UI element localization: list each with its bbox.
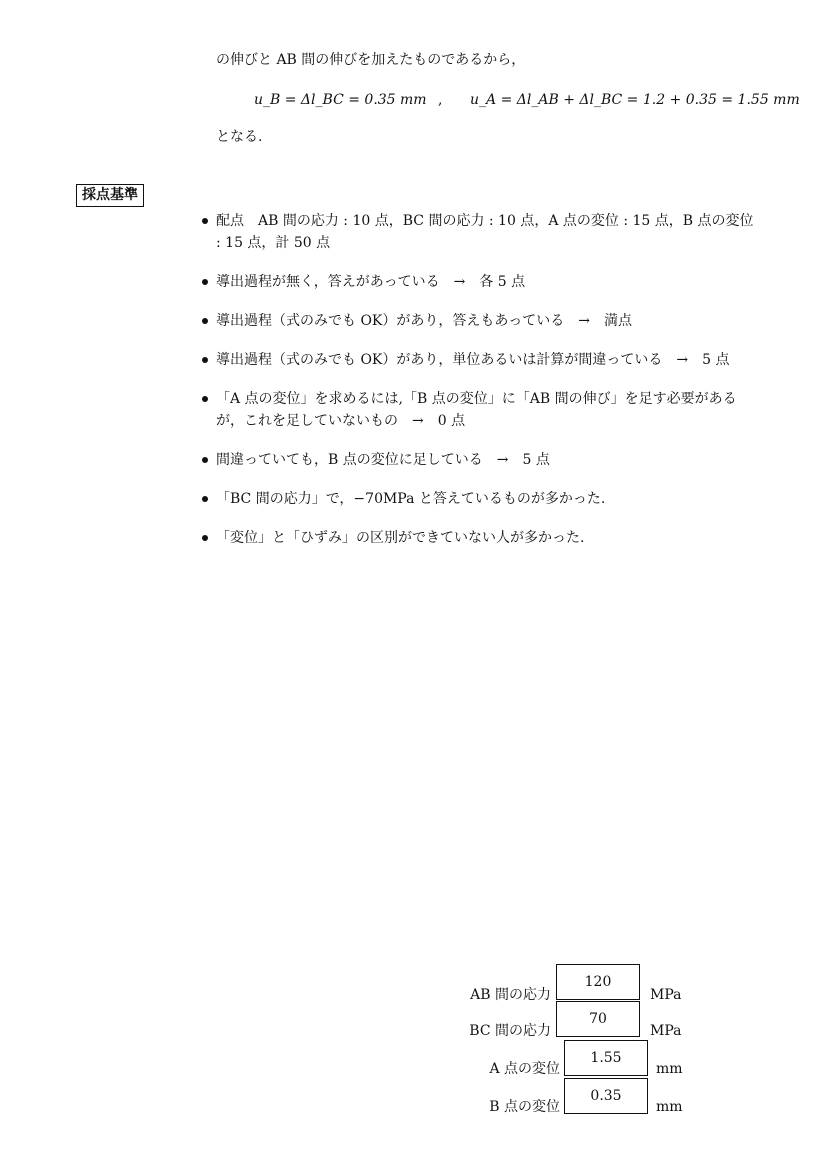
criteria-list (200, 210, 760, 566)
equation-uA-text: u_A = Δl_AB + Δl_BC = 1.2 + 0.35 = 1.55 mm (470, 92, 800, 108)
answer-box-b-displacement: 0.35 (564, 1078, 648, 1114)
equation-uA (470, 90, 800, 110)
criteria-item: 導出過程が無く，答えがあっている → 各 5 点 (200, 271, 760, 293)
intro-line-3: となる. (216, 129, 263, 145)
criteria-item: 「BC 間の応力」で，−70MPa と答えているものが多かった. (200, 488, 760, 510)
answer-label-bc-stress: BC 間の応力 (469, 1023, 551, 1039)
equation-uB (254, 90, 427, 110)
equation-separator: , (438, 92, 443, 108)
answer-unit-bc-stress: MPa (650, 1023, 682, 1039)
answer-unit-ab-stress: MPa (650, 987, 682, 1003)
answer-label-ab-stress: AB 間の応力 (470, 987, 551, 1003)
criteria-item: 間違っていても，B 点の変位に足している → 5 点 (200, 449, 760, 471)
criteria-item: 「変位」と「ひずみ」の区別ができていない人が多かった. (200, 527, 760, 549)
criteria-item: 配点 AB 間の応力 : 10 点，BC 間の応力 : 10 点，A 点の変位 : 15 点，B 点の変位 : 15 点，計 50 点 (200, 210, 760, 254)
intro-line-1: の伸びと AB 間の伸びを加えたものであるから， (216, 52, 526, 68)
answer-box-a-displacement: 1.55 (564, 1040, 648, 1076)
answer-unit-b-displacement: mm (656, 1099, 683, 1115)
answer-box-bc-stress: 70 (556, 1001, 640, 1037)
equation-uB-text: u_B = Δl_BC = 0.35 mm (254, 92, 427, 108)
criteria-item: 「A 点の変位」を求めるには,「B 点の変位」に「AB 間の伸び」を足す必要があるが，これを足していないもの → 0 点 (200, 388, 760, 432)
criteria-item: 導出過程（式のみでも OK）があり，単位あるいは計算が間違っている → 5 点 (200, 349, 760, 371)
answer-box-ab-stress: 120 (556, 964, 640, 1000)
answer-unit-a-displacement: mm (656, 1061, 683, 1077)
section-title-grading-criteria: 採点基準 (76, 184, 144, 207)
answer-label-b-displacement: B 点の変位 (489, 1099, 560, 1115)
criteria-item: 導出過程（式のみでも OK）があり，答えもあっている → 満点 (200, 310, 760, 332)
answer-label-a-displacement: A 点の変位 (489, 1061, 560, 1077)
